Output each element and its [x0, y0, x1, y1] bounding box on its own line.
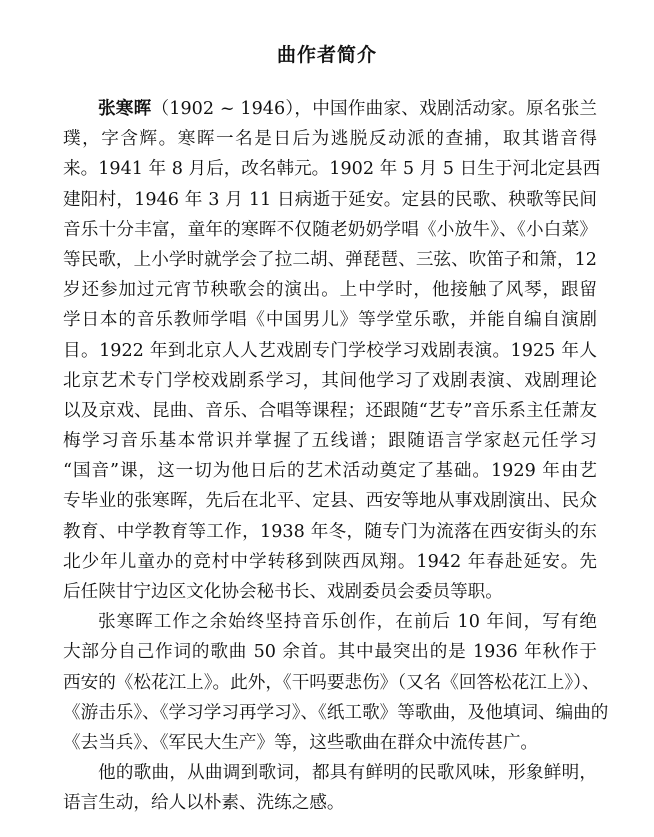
- text-line: 后任陕甘宁边区文化协会秘书长、戏剧委员会委员等职。: [63, 582, 503, 602]
- text-line: 北少年儿童办的竞村中学转移到陕西凤翔。1942 年春赴延安。先: [63, 551, 597, 572]
- text-line: “国音”课，这一切为他日后的艺术活动奠定了基础。1929 年由艺: [63, 461, 597, 482]
- text-line: 目。1922 年到北京人人艺戏剧专门学校学习戏剧表演。1925 年人: [63, 340, 597, 361]
- text-line: 教育、中学教育等工作，1938 年冬，随专门为流落在西安街头的东: [63, 521, 597, 542]
- paragraph-works: [63, 607, 609, 758]
- text-line: 专毕业的张寒晖，先后在北平、定县、西安等地从事戏剧演出、民众: [63, 491, 597, 512]
- text-line: 建阳村，1946 年 3 月 11 日病逝于延安。定县的民歌、秧歌等民间: [63, 189, 597, 210]
- text-line: 岁还参加过元宵节秧歌会的演出。上中学时，他接触了风琴，跟留: [63, 280, 597, 301]
- text-line: 音乐十分丰富，童年的寒晖不仅随老奶奶学唱《小放牛》、《小白菜》: [63, 219, 597, 240]
- text-line: 大部分自己作词的歌曲 50 余首。其中最突出的是 1936 年秋作于: [63, 642, 597, 663]
- text-line: 璞，字含辉。寒晖一名是日后为逃脱反动派的查捕，取其谐音得: [63, 129, 597, 150]
- text-line: 来。1941 年 8 月后，改名韩元。1902 年 5 月 5 日生于河北定县西: [63, 159, 601, 180]
- document-body: [63, 94, 609, 819]
- text-line: 梅学习音乐基本常识并掌握了五线谱；跟随语言学家赵元任学习: [63, 431, 597, 452]
- text-line: 语言生动，给人以朴素、洗练之感。: [63, 793, 345, 814]
- page-title: 曲作者简介: [276, 44, 377, 66]
- text-line: 等民歌，上小学时就学会了拉二胡、弹琵琶、三弦、吹笛子和箫，12: [63, 249, 597, 270]
- text-line: 《去当兵》、《军民大生产》等，这些歌曲在群众中流传甚广。: [63, 732, 539, 753]
- text-line: 北京艺术专门学校戏剧系学习，其间他学习了戏剧表演、戏剧理论: [63, 370, 597, 391]
- paragraph-biography: [63, 94, 601, 607]
- paragraph-style: [63, 758, 597, 818]
- text-line: 张寒晖（1902 ~ 1946），中国作曲家、戏剧活动家。原名张兰: [98, 99, 597, 119]
- text-line: 张寒晖工作之余始终坚持音乐创作，在前后 10 年间，写有绝: [98, 612, 597, 633]
- text-line: 他的歌曲，从曲调到歌词，都具有鲜明的民歌风味，形象鲜明，: [98, 763, 597, 784]
- composer-name: 张寒晖: [98, 99, 152, 119]
- text-line: 以及京戏、昆曲、音乐、合唱等课程；还跟随“艺专”音乐系主任萧友: [63, 400, 597, 421]
- text-line: 西安的《松花江上》。此外，《干吗要悲伤》（又名《回答松花江上》）、: [63, 672, 600, 693]
- text-line: 学日本的音乐教师学唱《中国男儿》等学堂乐歌，并能自编自演剧: [63, 310, 597, 331]
- text-line: 《游击乐》、《学习学习再学习》、《纸工歌》等歌曲，及他填词、编曲的: [63, 702, 609, 723]
